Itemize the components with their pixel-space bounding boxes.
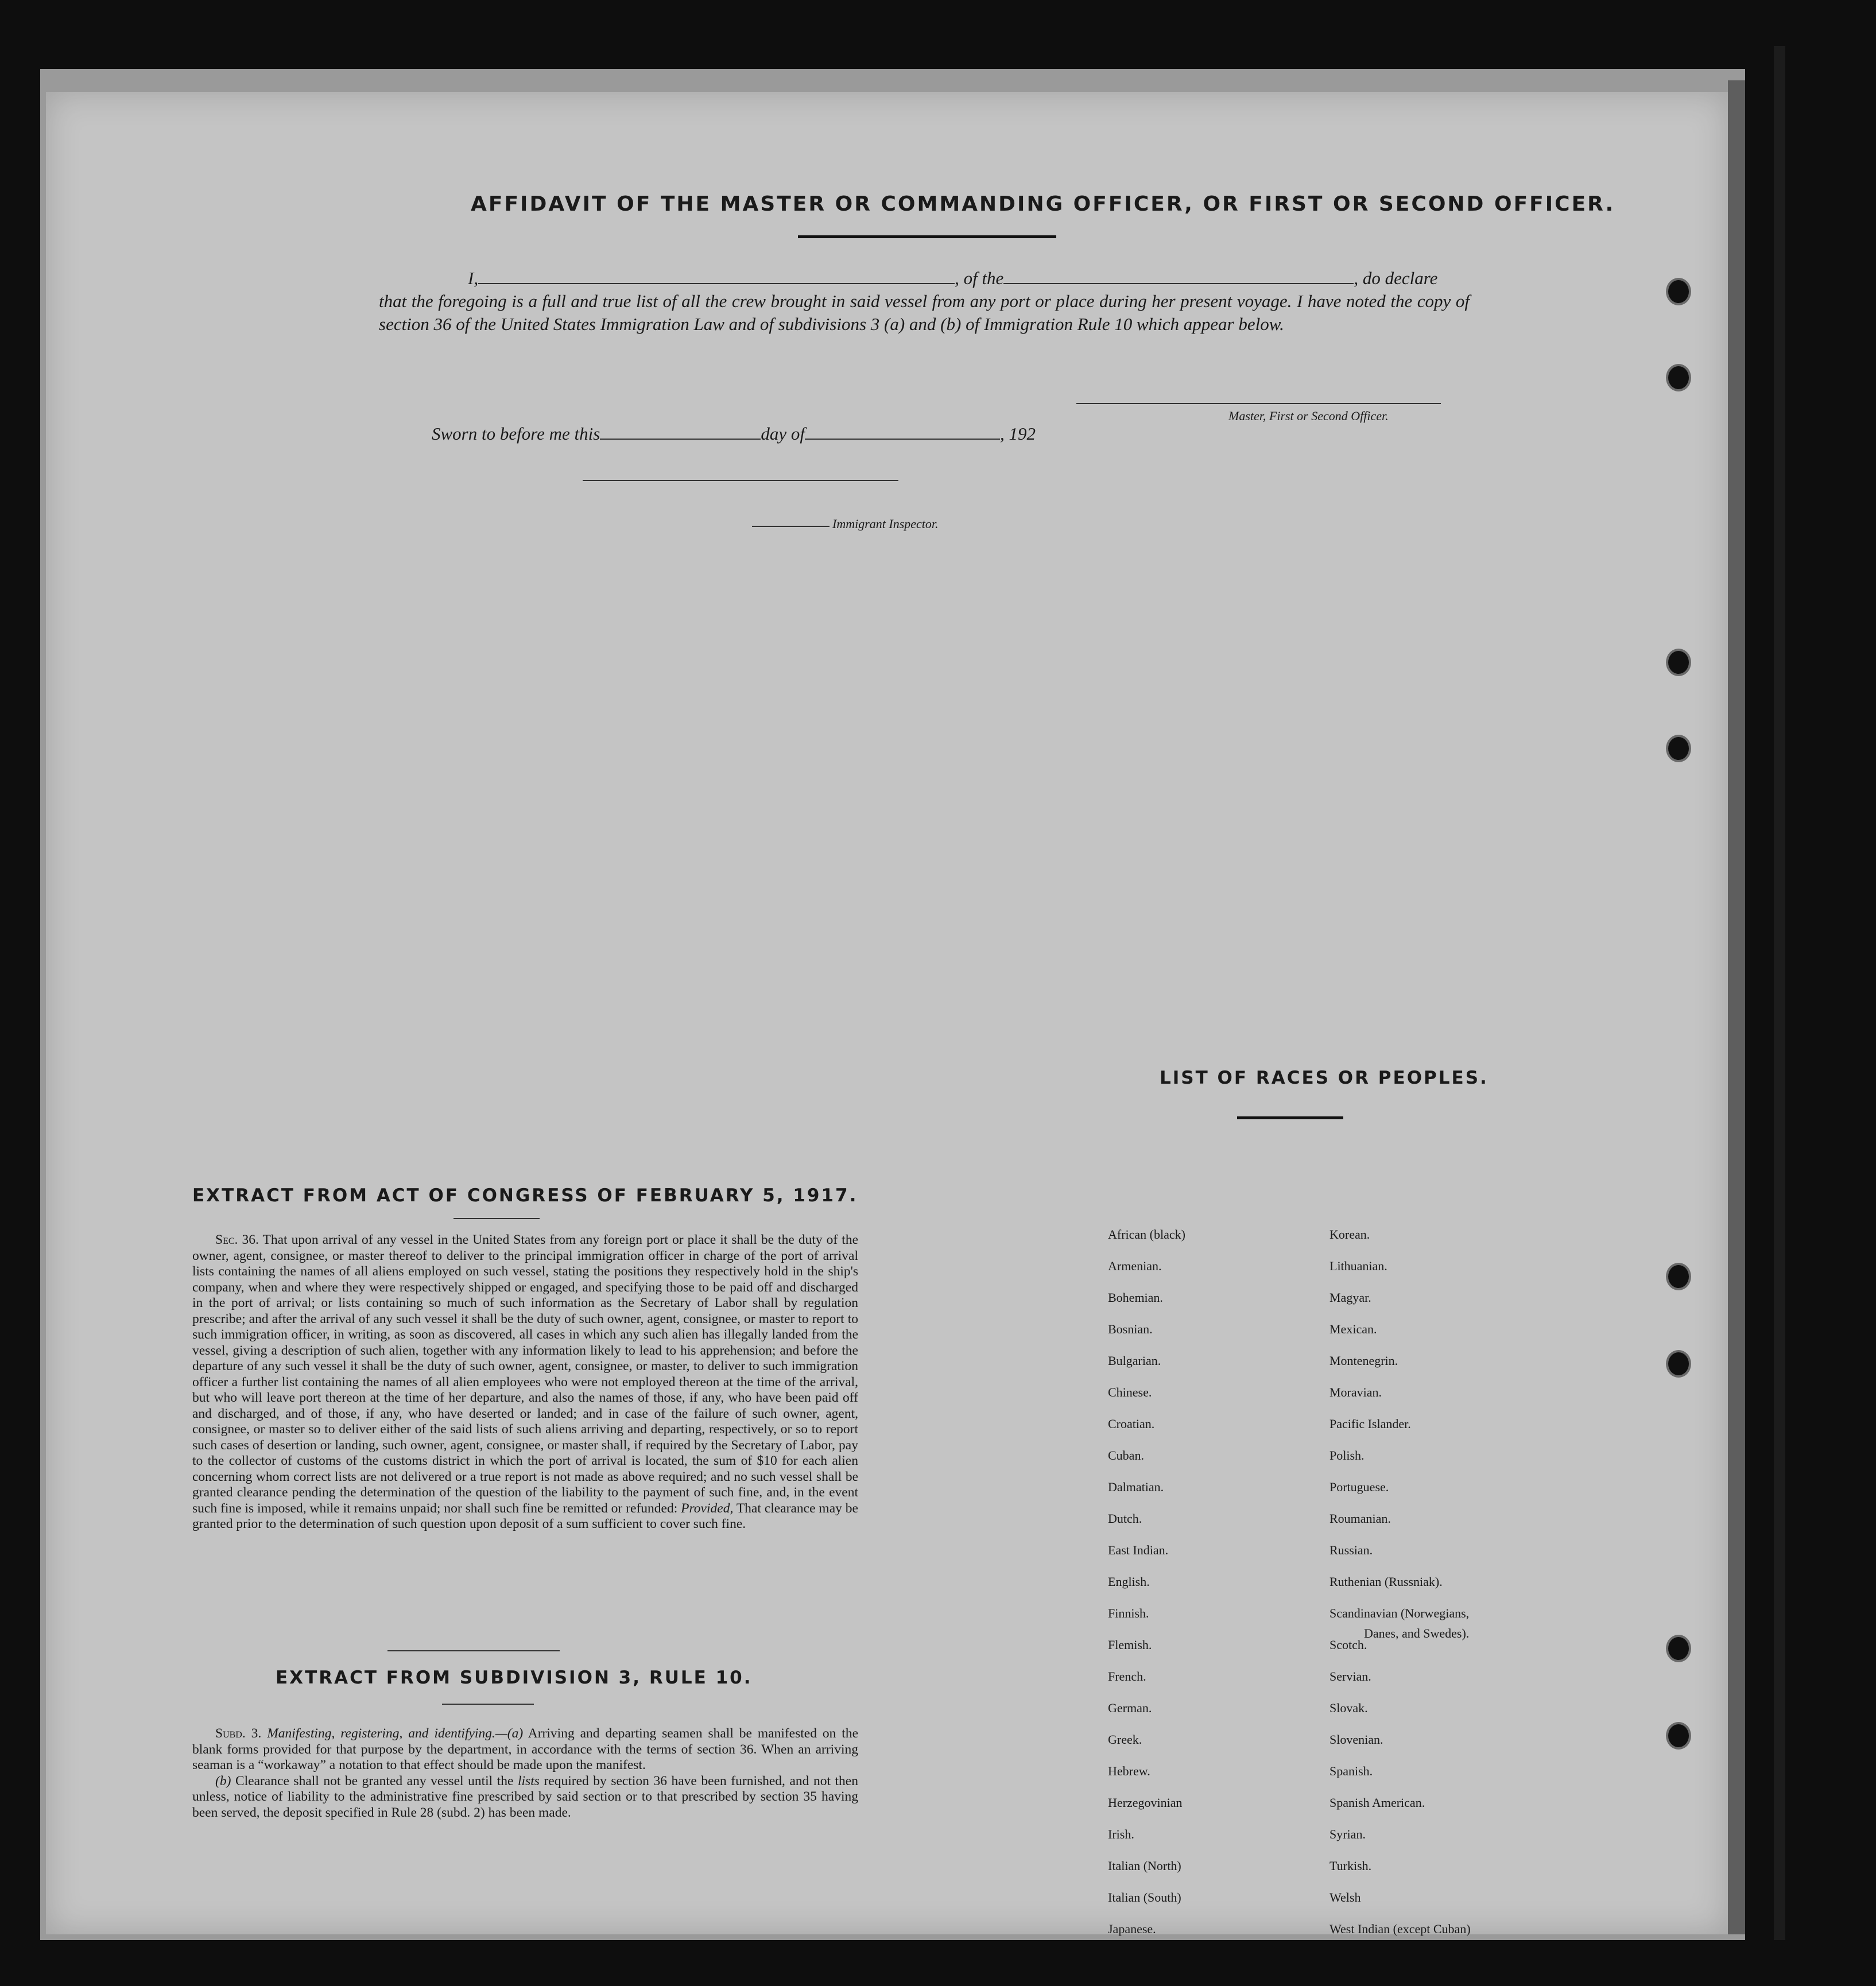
- race-item: Russian.: [1330, 1543, 1373, 1557]
- master-signature-label: Master, First or Second Officer.: [1228, 409, 1389, 423]
- document-page: [46, 92, 1728, 1934]
- section-36-proviso: That clearance may be granted prior to the determination of such question upon deposit of a sum sufficient to cover such fine.: [192, 1500, 858, 1531]
- race-item: Slovak.: [1330, 1701, 1368, 1715]
- act-extract-title: EXTRACT FROM ACT OF CONGRESS OF FEBRUARY 5, 1917.: [192, 1185, 858, 1206]
- subd-label: Subd. 3.: [215, 1726, 262, 1741]
- race-item: African (black): [1108, 1227, 1185, 1242]
- race-item: East Indian.: [1108, 1543, 1169, 1557]
- paragraph-b: [192, 1774, 858, 1821]
- race-item: Hebrew.: [1108, 1764, 1150, 1778]
- affidavit-body: [379, 267, 1470, 336]
- section-36-text: [192, 1232, 858, 1533]
- paragraph-a: [192, 1726, 858, 1774]
- of-the-label: , of the: [955, 268, 1004, 288]
- race-item: Magyar.: [1330, 1290, 1371, 1305]
- month-blank[interactable]: [805, 439, 1000, 440]
- para-a-marker: —(a): [495, 1726, 524, 1741]
- para-a-text: Arriving and departing seamen shall be manifested on the blank forms provided for that purpose by the department, in accordance with the terms of section 36. When an arriving seaman is a “workaway” a notation to that effect should be made upon the manifest.: [192, 1726, 858, 1772]
- race-item: Portuguese.: [1330, 1480, 1389, 1494]
- punch-hole: [1666, 1722, 1691, 1750]
- race-item: Spanish American.: [1330, 1795, 1425, 1810]
- race-item: Japanese.: [1108, 1922, 1156, 1936]
- lists-word: lists: [518, 1773, 540, 1789]
- inspector-label: Immigrant Inspector.: [832, 517, 939, 531]
- race-item: English.: [1108, 1574, 1150, 1589]
- race-item: Lithuanian.: [1330, 1259, 1387, 1273]
- page-edge: [1728, 80, 1745, 1934]
- rule-extract-title: EXTRACT FROM SUBDIVISION 3, RULE 10.: [276, 1667, 753, 1688]
- race-item: Finnish.: [1108, 1606, 1149, 1620]
- para-b-text-2: required by section 36 have been furnished, and not then unless, notice of liability to the administrative fine prescribed by said section or to that prescribed by section 35 having been served, the deposit specified in Rule 28 (subd. 2) has been made.: [192, 1773, 858, 1820]
- race-item: Italian (North): [1108, 1859, 1181, 1873]
- race-item: Herzegovinian: [1108, 1795, 1183, 1810]
- race-item: Flemish.: [1108, 1638, 1152, 1652]
- punch-hole: [1666, 278, 1691, 305]
- punch-hole: [1666, 735, 1691, 762]
- race-item: Montenegrin.: [1330, 1353, 1398, 1368]
- race-item: Bulgarian.: [1108, 1353, 1161, 1368]
- act-title-rule: [454, 1218, 540, 1219]
- section-36-body: That upon arrival of any vessel in the United States from any foreign port or place it shall be the duty of the owner, agent, consignee, or master thereof to deliver to the principal immigration officer in charge of the port of arrival lists containing the names of all aliens employed on such vessel, stating the positions they respectively hold in the ship's company, when and where they were respectively shipped or engaged, and specifying those to be paid off and discharged in the port of arrival; or lists containing so much of such information as the Secretary of Labor shall by regulation prescribe; and after the arrival of any such vessel it shall be the duty of such owner, agent, consignee, or master to report to such immigration officer, in writing, as soon as discovered, all cases in which any such alien has illegally landed from the vessel, giving a description of such alien, together with any information likely to lead to his apprehension; and before the departure of any such vessel it shall be the duty of such owner, agent, consignee, or master, to deliver to such immigration officer a further list containing the names of all alien employees who were not employed thereon at the time of the arrival, but who will leave port thereon at the time of her departure, and also the names of those, if any, who have been paid off and discharged, and of those, if any, who have deserted or landed; and in case of the failure of such owner, agent, consignee, or master so to deliver either of the said lists of such aliens arriving and departing, respectively, or so to report such cases of desertion or landing, such owner, agent, consignee, or master shall, if required by the Secretary of Labor, pay to the collector of customs of the customs district in which the port of arrival is located, the sum of $10 for each alien concerning whom correct lists are not delivered or a true report is not made as above required; and no such vessel shall be granted clearance pending the determination of the question of the liability to the payment of such fine, and, in the event such fine is imposed, while it remains unpaid; nor shall such fine be remitted or refunded:: [192, 1232, 859, 1516]
- act-end-rule: [387, 1650, 560, 1651]
- punch-hole: [1666, 364, 1691, 391]
- sworn-prefix: Sworn to before me this: [432, 424, 600, 444]
- races-title: LIST OF RACES OR PEOPLES.: [1160, 1068, 1489, 1088]
- race-item: Croatian.: [1108, 1417, 1155, 1431]
- punch-hole: [1666, 1263, 1691, 1290]
- race-item: Irish.: [1108, 1827, 1134, 1841]
- para-b-marker: (b): [215, 1773, 231, 1789]
- para-b-text-1: Clearance shall not be granted any vessel until the: [235, 1773, 514, 1789]
- race-item: Welsh: [1330, 1890, 1361, 1904]
- film-edge: [1774, 46, 1785, 1940]
- race-item: Polish.: [1330, 1448, 1365, 1463]
- provided-word: Provided,: [681, 1500, 734, 1516]
- sworn-line: [432, 424, 1036, 444]
- race-item: Dalmatian.: [1108, 1480, 1164, 1494]
- race-item: Turkish.: [1330, 1859, 1372, 1873]
- inspector-signature-line[interactable]: [583, 480, 898, 481]
- inspector-short-line: [752, 526, 830, 527]
- day-of-label: day of: [761, 424, 805, 444]
- vessel-blank[interactable]: [1003, 283, 1354, 284]
- section-label: Sec. 36.: [215, 1232, 259, 1247]
- rule-title-rule: [442, 1704, 534, 1705]
- race-continuation: Danes, and Swedes).: [1364, 1626, 1470, 1640]
- race-item: Korean.: [1330, 1227, 1370, 1242]
- race-item: Ruthenian (Russniak).: [1330, 1574, 1443, 1589]
- punch-hole: [1666, 1350, 1691, 1378]
- race-item: Servian.: [1330, 1669, 1371, 1684]
- do-declare-label: , do declare: [1354, 268, 1438, 288]
- race-item: Chinese.: [1108, 1385, 1152, 1399]
- race-item: German.: [1108, 1701, 1152, 1715]
- affidavit-declaration: that the foregoing is a full and true list of all the crew brought in said vessel from any port or place during her present voyage. I have noted the copy of section 36 of the United States Immigration Law and of subdivisions 3 (a) and (b) of Immigration Rule 10 which appear below.: [379, 291, 1470, 334]
- race-item: Roumanian.: [1330, 1511, 1391, 1526]
- race-item: Scandinavian (Norwegians,: [1330, 1606, 1470, 1620]
- races-title-rule: [1237, 1116, 1343, 1119]
- race-item: Syrian.: [1330, 1827, 1366, 1841]
- subd-heading: Manifesting, registering, and identifying.: [267, 1726, 495, 1741]
- race-item: Dutch.: [1108, 1511, 1142, 1526]
- punch-hole: [1666, 1635, 1691, 1662]
- race-item: West Indian (except Cuban): [1330, 1922, 1471, 1936]
- punch-hole: [1666, 649, 1691, 676]
- race-item: French.: [1108, 1669, 1146, 1684]
- i-label: I,: [468, 268, 479, 288]
- year-label: , 192: [999, 424, 1036, 444]
- race-item: Pacific Islander.: [1330, 1417, 1411, 1431]
- race-item: Armenian.: [1108, 1259, 1162, 1273]
- race-item: Cuban.: [1108, 1448, 1144, 1463]
- title-rule: [798, 235, 1056, 238]
- race-item: Spanish.: [1330, 1764, 1373, 1778]
- race-item: Bohemian.: [1108, 1290, 1163, 1305]
- day-blank[interactable]: [600, 439, 761, 440]
- race-item: Scotch.: [1330, 1638, 1367, 1652]
- name-blank[interactable]: [478, 283, 955, 284]
- affidavit-title: AFFIDAVIT OF THE MASTER OR COMMANDING OFFICER, OR FIRST OR SECOND OFFICER.: [471, 192, 1615, 216]
- race-item: Bosnian.: [1108, 1322, 1153, 1336]
- master-signature-line[interactable]: [1076, 403, 1441, 404]
- race-item: Moravian.: [1330, 1385, 1382, 1399]
- race-item: Italian (South): [1108, 1890, 1181, 1904]
- race-item: Greek.: [1108, 1732, 1142, 1747]
- race-item: Mexican.: [1330, 1322, 1377, 1336]
- subdivision-3-text: [192, 1726, 858, 1821]
- race-item: Slovenian.: [1330, 1732, 1383, 1747]
